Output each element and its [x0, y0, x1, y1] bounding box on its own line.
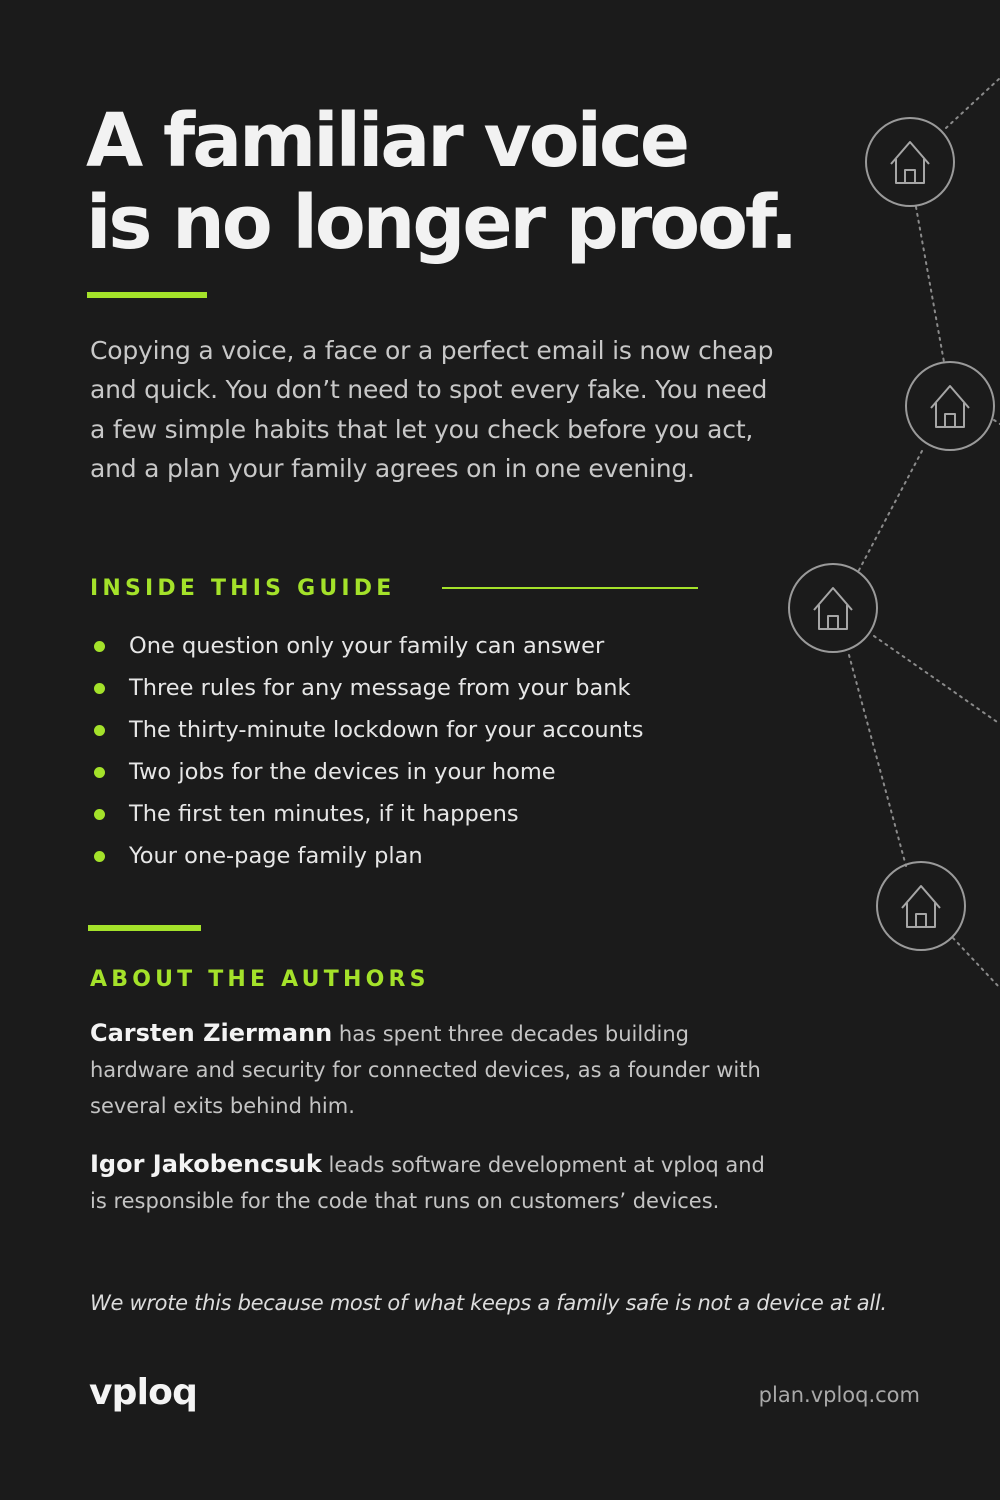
home-icon	[814, 588, 852, 629]
home-icon	[902, 886, 940, 927]
guide-item	[90, 835, 643, 877]
home-node	[789, 564, 877, 652]
accent-rule	[88, 925, 201, 931]
bullet-dot	[94, 683, 105, 694]
home-icon	[891, 142, 929, 183]
author-bio	[90, 1016, 780, 1124]
network-link	[946, 78, 1000, 128]
bullet-dot	[94, 809, 105, 820]
home-icon	[931, 386, 969, 427]
site-url: plan.vploq.com	[758, 1383, 920, 1407]
bullet-dot	[94, 725, 105, 736]
network-link	[874, 636, 1000, 724]
guide-item	[90, 625, 643, 667]
guide-item-text: Two jobs for the devices in your home	[129, 759, 556, 785]
guide-item-text: The thirty-minute lockdown for your accounts	[129, 717, 644, 743]
guide-list	[90, 625, 643, 877]
author-name: Carsten Ziermann	[90, 1019, 333, 1047]
accent-rule	[87, 292, 207, 298]
author-bio-text: has spent three decades building hardware and security for connected devices, as a founder with several exits behind him.	[90, 1022, 761, 1118]
bullet-dot	[94, 851, 105, 862]
guide-item-text: The first ten minutes, if it happens	[129, 801, 519, 827]
headline-line-2: is no longer proof.	[86, 180, 796, 266]
headline	[86, 100, 886, 264]
network-link	[858, 451, 922, 572]
guide-item	[90, 751, 643, 793]
guide-heading: INSIDE THIS GUIDE	[90, 576, 396, 601]
guide-item	[90, 709, 643, 751]
guide-item-text: Three rules for any message from your bank	[129, 675, 631, 701]
guide-item	[90, 667, 643, 709]
network-link	[849, 655, 906, 866]
intro-paragraph: Copying a voice, a face or a perfect email is now cheap and quick. You don’t need to spot every fake. You need a few simple habits that let you check before you act, and a plan your family agrees on in one evening.	[90, 336, 774, 484]
network-link	[916, 207, 944, 362]
bullet-dot	[94, 767, 105, 778]
closing-statement: We wrote this because most of what keeps a family safe is not a device at all.	[90, 1291, 887, 1315]
home-node	[877, 862, 965, 950]
guide-item-text: One question only your family can answer	[129, 633, 605, 659]
headline-line-1: A familiar voice	[86, 98, 688, 184]
author-name: Igor Jakobencsuk	[90, 1150, 322, 1178]
brand-logo: vploq	[89, 1372, 198, 1413]
network-link	[953, 938, 1000, 988]
network-link	[994, 420, 1000, 424]
guide-item-text: Your one-page family plan	[129, 843, 423, 869]
author-bio	[90, 1147, 780, 1220]
guide-item	[90, 793, 643, 835]
author-bio-text: leads software development at vploq and is responsible for the code that runs on customers’ devices.	[90, 1153, 765, 1213]
home-node	[906, 362, 994, 450]
authors-heading: ABOUT THE AUTHORS	[90, 967, 430, 992]
guide-heading-line	[442, 587, 698, 589]
bullet-dot	[94, 641, 105, 652]
